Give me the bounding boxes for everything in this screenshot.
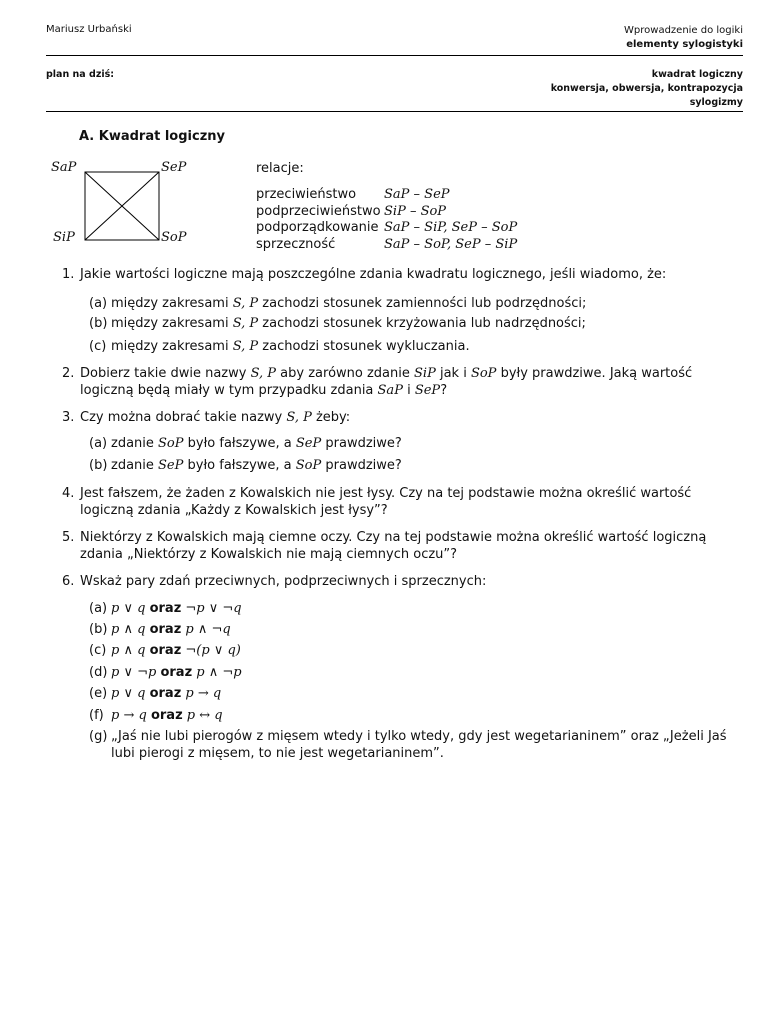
conjunction-word: oraz	[149, 686, 182, 701]
relation-value: SaP – SoP, SeP – SiP	[384, 236, 518, 252]
relation-value: SaP – SiP, SeP – SoP	[384, 220, 518, 235]
conjunction-word: oraz	[150, 708, 183, 723]
question-1	[62, 267, 743, 284]
item-label: (a)	[89, 436, 108, 451]
plan-item: kwadrat logiczny	[651, 69, 743, 80]
item-label: (a)	[89, 296, 108, 311]
math-expr: p ∧ ¬q	[185, 622, 231, 637]
math-expr: S, P	[232, 296, 259, 311]
item-label: (b)	[89, 622, 108, 637]
square-corner-sip: SiP	[53, 230, 75, 245]
item-text: zdanie SeP było fałszywe, a SoP prawdziwe?	[111, 458, 402, 473]
question-6g	[89, 729, 743, 762]
math-expr: p → q	[185, 686, 222, 701]
math-expr: p ∧ ¬p	[196, 665, 242, 680]
section-title: A. Kwadrat logiczny	[79, 129, 226, 144]
question-6f	[89, 708, 743, 725]
item-label: (g)	[89, 729, 108, 744]
question-1a	[89, 296, 743, 313]
square-corner-sep: SeP	[161, 160, 187, 175]
math-expr: p ∨ q	[111, 686, 146, 701]
question-text: Jakie wartości logiczne mają poszczególne zdania kwadratu logicznego, jeśli wiadomo, że:	[80, 267, 667, 282]
question-6c	[89, 643, 743, 660]
math-expr: p → q	[111, 708, 147, 723]
relation-value: SiP – SoP	[384, 203, 447, 219]
relation-name: podporządkowanie	[256, 220, 379, 235]
question-number: 6.	[62, 574, 75, 589]
item-label: (c)	[89, 339, 107, 354]
math-expr: p ∧ q	[111, 643, 146, 658]
plan-items	[551, 68, 743, 110]
course-topic: elementy sylogistyki	[626, 39, 743, 50]
math-expr: ¬(p ∨ q)	[185, 643, 241, 658]
question-3	[62, 410, 743, 427]
item-text: zachodzi stosunek wykluczania.	[258, 339, 470, 354]
item-text: zdanie SoP było fałszywe, a SeP prawdziwe?	[111, 436, 402, 451]
math-expr: p ∧ q	[111, 622, 146, 637]
math-expr: p ↔ q	[186, 708, 223, 723]
relation-name: sprzeczność	[256, 236, 336, 252]
item-label: (b)	[89, 458, 108, 473]
math-expr: S, P	[232, 316, 259, 331]
header-divider	[46, 55, 743, 56]
question-6d	[89, 665, 743, 682]
square-lines	[84, 171, 160, 241]
relation-row	[256, 204, 517, 221]
question-number: 3.	[62, 410, 75, 425]
item-label: (d)	[89, 665, 108, 680]
question-text: Czy można dobrać takie nazwy S, P żeby:	[80, 410, 351, 425]
logical-square-diagram	[48, 157, 208, 251]
question-number: 5.	[62, 530, 75, 545]
conjunction-word: oraz	[160, 665, 193, 680]
item-label: (a)	[89, 601, 108, 616]
relation-row	[256, 237, 517, 254]
header-course-block	[624, 24, 743, 52]
question-text: Niektórzy z Kowalskich mają ciemne oczy. Czy na tej podstawie można określić wartość logiczną zdania „Niektórzy z Kowalskich nie mają ciemnych oczu”?	[80, 530, 707, 562]
item-text: zachodzi stosunek krzyżowania lub nadrzędności;	[258, 316, 586, 331]
question-text: Jest fałszem, że żaden z Kowalskich nie jest łysy. Czy na tej podstawie można określić wartość logiczną zdania „Każdy z Kowalskich jest łysy”?	[80, 486, 692, 518]
item-text: „Jaś nie lubi pierogów z mięsem wtedy i tylko wtedy, gdy jest wegetarianinem” oraz „Jeżeli Jaś lubi pierogi z mięsem, to nie jest wegetarianinem”.	[111, 729, 727, 761]
relation-name: przeciwieństwo	[256, 187, 357, 202]
math-expr: p ∨ q	[111, 601, 146, 616]
question-number: 4.	[62, 486, 75, 501]
question-6e	[89, 686, 743, 703]
item-text: między zakresami	[111, 316, 233, 331]
item-label: (f)	[89, 708, 104, 723]
question-3b	[89, 458, 743, 475]
item-label: (e)	[89, 686, 108, 701]
course-title: Wprowadzenie do logiki	[624, 25, 743, 36]
square-corner-sap: SaP	[51, 160, 77, 175]
relation-name: podprzeciwieństwo	[256, 203, 381, 219]
plan-label: plan na dziś:	[46, 69, 115, 80]
plan-item: konwersja, obwersja, kontrapozycja	[550, 83, 743, 94]
relations-title: relacje:	[256, 161, 304, 176]
square-corner-sop: SoP	[161, 230, 187, 245]
item-text: między zakresami	[111, 296, 233, 311]
question-text: Dobierz takie dwie nazwy S, P aby zarówno zdanie SiP jak i SoP były prawdziwe. Jaką wartość logiczną będą miały w tym przypadku zdania SaP i SeP?	[80, 366, 693, 398]
math-expr: p ∨ ¬p	[111, 665, 157, 680]
question-1c	[89, 339, 743, 356]
item-label: (b)	[89, 316, 108, 331]
item-text: między zakresami	[111, 339, 233, 354]
relation-row	[256, 220, 517, 237]
question-1b	[89, 316, 743, 333]
math-expr: ¬p ∨ ¬q	[185, 601, 242, 616]
plan-divider	[46, 111, 743, 112]
relation-row	[256, 187, 517, 204]
question-4	[62, 486, 743, 519]
question-6b	[89, 622, 743, 639]
relations-table	[256, 187, 517, 253]
question-5	[62, 530, 743, 563]
math-expr: S, P	[232, 339, 259, 354]
item-text: zachodzi stosunek zamienności lub podrzędności;	[258, 296, 587, 311]
question-number: 2.	[62, 366, 75, 381]
question-2	[62, 366, 743, 399]
question-number: 1.	[62, 267, 75, 282]
conjunction-word: oraz	[149, 622, 182, 637]
relation-value: SaP – SeP	[384, 187, 450, 202]
question-3a	[89, 436, 743, 453]
question-6a	[89, 601, 743, 618]
conjunction-word: oraz	[149, 601, 182, 616]
conjunction-word: oraz	[149, 643, 182, 658]
question-6	[62, 574, 743, 591]
item-label: (c)	[89, 643, 107, 658]
question-text: Wskaż pary zdań przeciwnych, podprzeciwnych i sprzecznych:	[80, 574, 487, 589]
plan-item: sylogizmy	[689, 97, 743, 108]
author-name: Mariusz Urbański	[46, 24, 132, 35]
